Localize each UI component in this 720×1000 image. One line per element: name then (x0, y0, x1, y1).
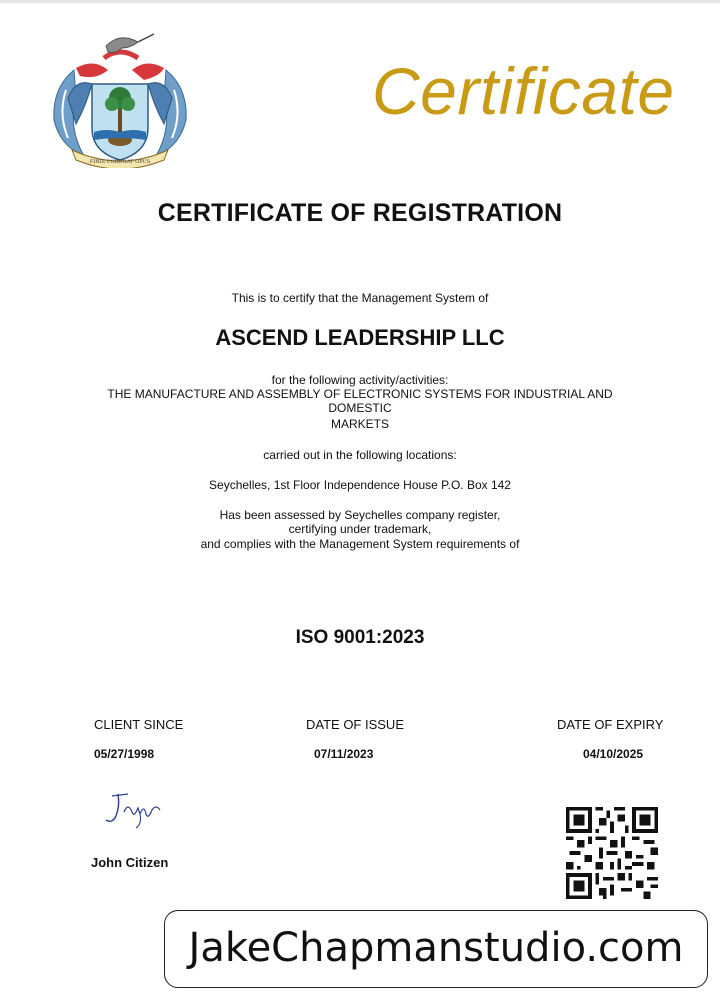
coat-of-arms-emblem (46, 28, 194, 168)
certificate-heading: Certificate (372, 54, 675, 128)
activity-line: DOMESTIC (328, 401, 392, 415)
issue-date-label: DATE OF ISSUE (306, 717, 404, 732)
expiry-date-label: DATE OF EXPIRY (557, 717, 664, 732)
signature-image (104, 790, 166, 830)
locations-lead: carried out in the following locations: (263, 448, 457, 462)
document-title: CERTIFICATE OF REGISTRATION (157, 199, 563, 227)
client-since-label: CLIENT SINCE (94, 717, 184, 732)
top-border-line (0, 0, 720, 3)
activity-line: THE MANUFACTURE AND ASSEMBLY OF ELECTRONIC SYSTEMS FOR INDUSTRIAL AND (107, 387, 613, 401)
assessment-line: certifying under trademark, (288, 522, 432, 536)
assessment-line: Has been assessed by Seychelles company register, (219, 508, 501, 522)
assessment-line: and complies with the Management System requirements of (200, 537, 520, 551)
issue-date: 07/11/2023 (314, 747, 374, 761)
company-name: ASCEND LEADERSHIP LLC (215, 325, 505, 350)
iso-standard: ISO 9001:2023 (295, 627, 425, 648)
intro-text: This is to certify that the Management System of (231, 291, 489, 305)
expiry-date: 04/10/2025 (583, 747, 644, 761)
client-since-date: 05/27/1998 (94, 747, 155, 761)
activity-line: MARKETS (330, 417, 389, 431)
location-address: Seychelles, 1st Floor Independence House P.O. Box 142 (209, 478, 511, 492)
emblem-motto: FINIS CORONAT OPUS (89, 159, 151, 165)
qr-code[interactable] (566, 807, 658, 899)
signatory-name: John Citizen (91, 855, 169, 870)
activity-lead: for the following activity/activities: (271, 373, 449, 387)
watermark-banner: JakeChapmanstudio.com (164, 910, 708, 988)
